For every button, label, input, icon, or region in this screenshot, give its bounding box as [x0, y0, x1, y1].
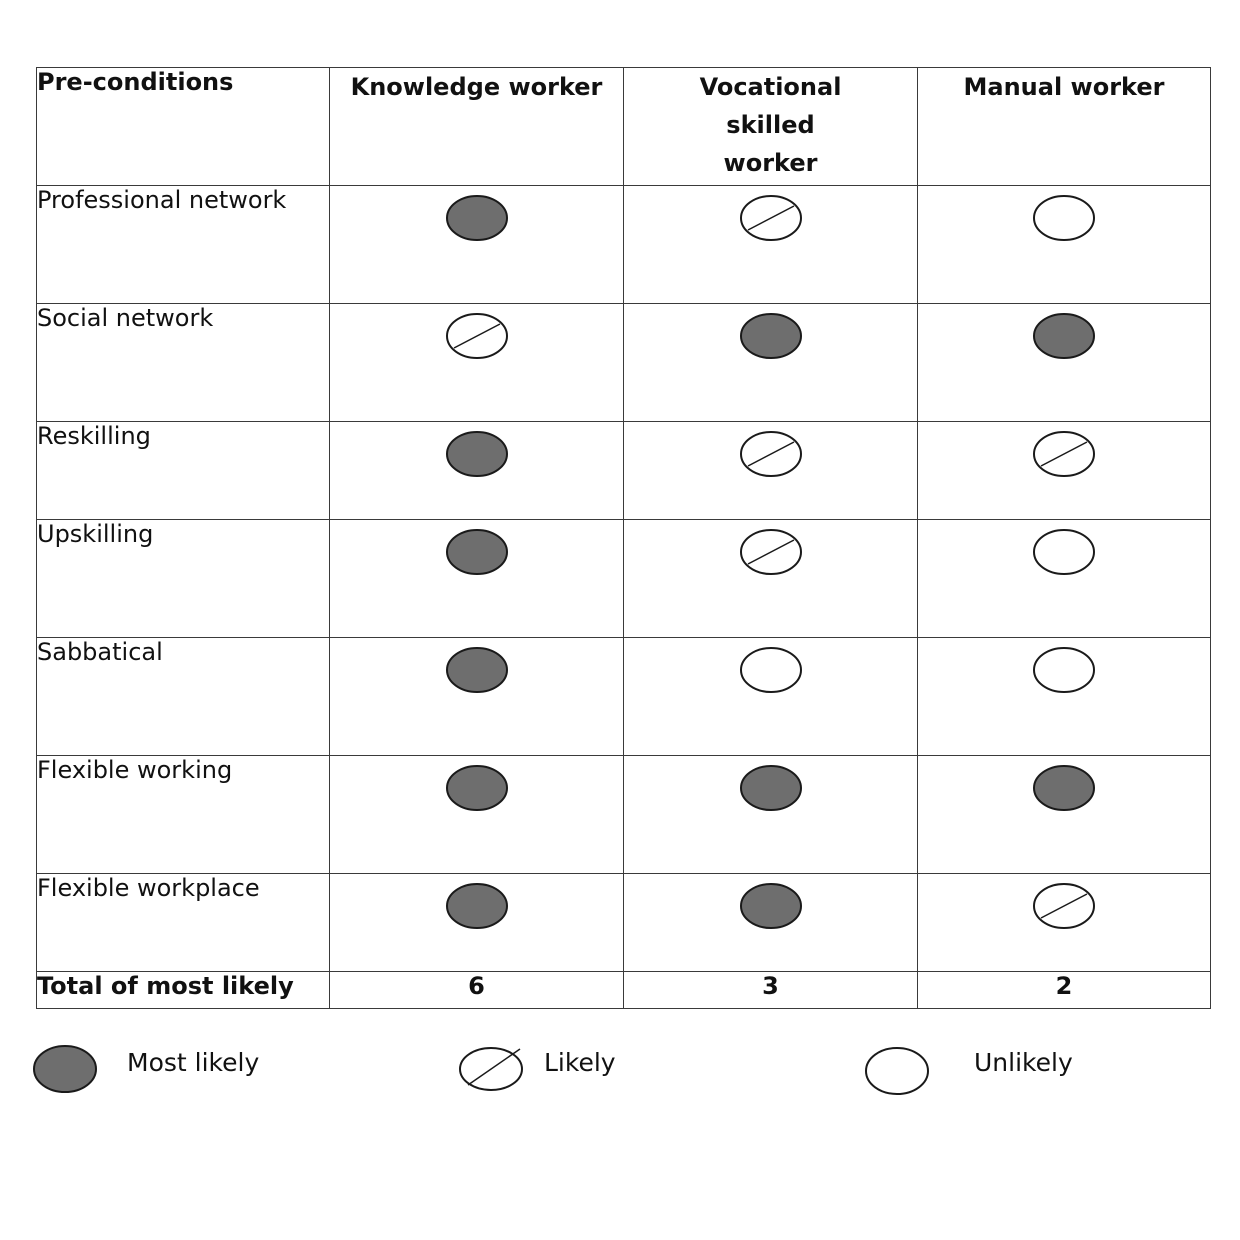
legend-likely-label: Likely	[544, 1048, 616, 1077]
rating-cell-vocational-skilled-worker	[624, 422, 918, 520]
rating-cell-manual-worker	[918, 304, 1211, 422]
rating-cell-knowledge-worker	[330, 756, 624, 874]
most-likely-circle-icon	[1033, 764, 1095, 812]
most-likely-circle-icon	[740, 764, 802, 812]
rating-cell-knowledge-worker	[330, 186, 624, 304]
table-row	[37, 638, 1211, 756]
unlikely-circle-icon	[1033, 194, 1095, 242]
preconditions-header: Pre-conditions	[37, 68, 330, 186]
likely-circle-icon	[740, 430, 802, 478]
legend	[32, 1040, 1212, 1100]
rating-cell-vocational-skilled-worker	[624, 186, 918, 304]
column-header-vocational-skilled-worker: Vocational skilled worker	[624, 68, 918, 186]
rating-cell-vocational-skilled-worker	[624, 756, 918, 874]
rating-cell-knowledge-worker	[330, 874, 624, 972]
table-row	[37, 874, 1211, 972]
total-row	[37, 972, 1211, 1009]
unlikely-circle-icon	[1033, 528, 1095, 576]
most-likely-circle-icon	[740, 312, 802, 360]
precondition-label: Social network	[37, 304, 330, 422]
total-label: Total of most likely	[37, 972, 330, 1009]
likely-circle-icon	[740, 194, 802, 242]
rating-cell-vocational-skilled-worker	[624, 638, 918, 756]
table-row	[37, 186, 1211, 304]
rating-cell-manual-worker	[918, 638, 1211, 756]
precondition-label: Flexible workplace	[37, 874, 330, 972]
table-row	[37, 422, 1211, 520]
likely-circle-icon	[740, 528, 802, 576]
likely-circle-icon	[458, 1043, 524, 1095]
preconditions-matrix	[36, 67, 1211, 1009]
most-likely-circle-icon	[1033, 312, 1095, 360]
precondition-label: Upskilling	[37, 520, 330, 638]
precondition-label: Reskilling	[37, 422, 330, 520]
most-likely-circle-icon	[32, 1043, 98, 1095]
header-row	[37, 68, 1211, 186]
likely-circle-icon	[446, 312, 508, 360]
rating-cell-vocational-skilled-worker	[624, 874, 918, 972]
rating-cell-knowledge-worker	[330, 304, 624, 422]
total-value-knowledge-worker: 6	[330, 972, 624, 1009]
preconditions-table-area	[36, 67, 1210, 1010]
precondition-label: Flexible working	[37, 756, 330, 874]
most-likely-circle-icon	[446, 430, 508, 478]
column-header-knowledge-worker: Knowledge worker	[330, 68, 624, 186]
most-likely-circle-icon	[446, 882, 508, 930]
most-likely-circle-icon	[446, 646, 508, 694]
rating-cell-manual-worker	[918, 756, 1211, 874]
likely-circle-icon	[1033, 882, 1095, 930]
rating-cell-manual-worker	[918, 186, 1211, 304]
precondition-label: Sabbatical	[37, 638, 330, 756]
rating-cell-manual-worker	[918, 422, 1211, 520]
table-row	[37, 520, 1211, 638]
unlikely-circle-icon	[864, 1043, 930, 1095]
total-value-manual-worker: 2	[918, 972, 1211, 1009]
rating-cell-vocational-skilled-worker	[624, 520, 918, 638]
most-likely-circle-icon	[446, 528, 508, 576]
table-row	[37, 304, 1211, 422]
precondition-label: Professional network	[37, 186, 330, 304]
most-likely-circle-icon	[446, 764, 508, 812]
rating-cell-manual-worker	[918, 520, 1211, 638]
unlikely-circle-icon	[1033, 646, 1095, 694]
unlikely-circle-icon	[740, 646, 802, 694]
legend-most-likely-label: Most likely	[127, 1048, 260, 1077]
most-likely-circle-icon	[446, 194, 508, 242]
rating-cell-manual-worker	[918, 874, 1211, 972]
rating-cell-knowledge-worker	[330, 638, 624, 756]
total-value-vocational-skilled-worker: 3	[624, 972, 918, 1009]
most-likely-circle-icon	[740, 882, 802, 930]
rating-cell-knowledge-worker	[330, 422, 624, 520]
rating-cell-knowledge-worker	[330, 520, 624, 638]
rating-cell-vocational-skilled-worker	[624, 304, 918, 422]
legend-unlikely-label: Unlikely	[974, 1048, 1073, 1077]
column-header-manual-worker: Manual worker	[918, 68, 1211, 186]
likely-circle-icon	[1033, 430, 1095, 478]
table-row	[37, 756, 1211, 874]
